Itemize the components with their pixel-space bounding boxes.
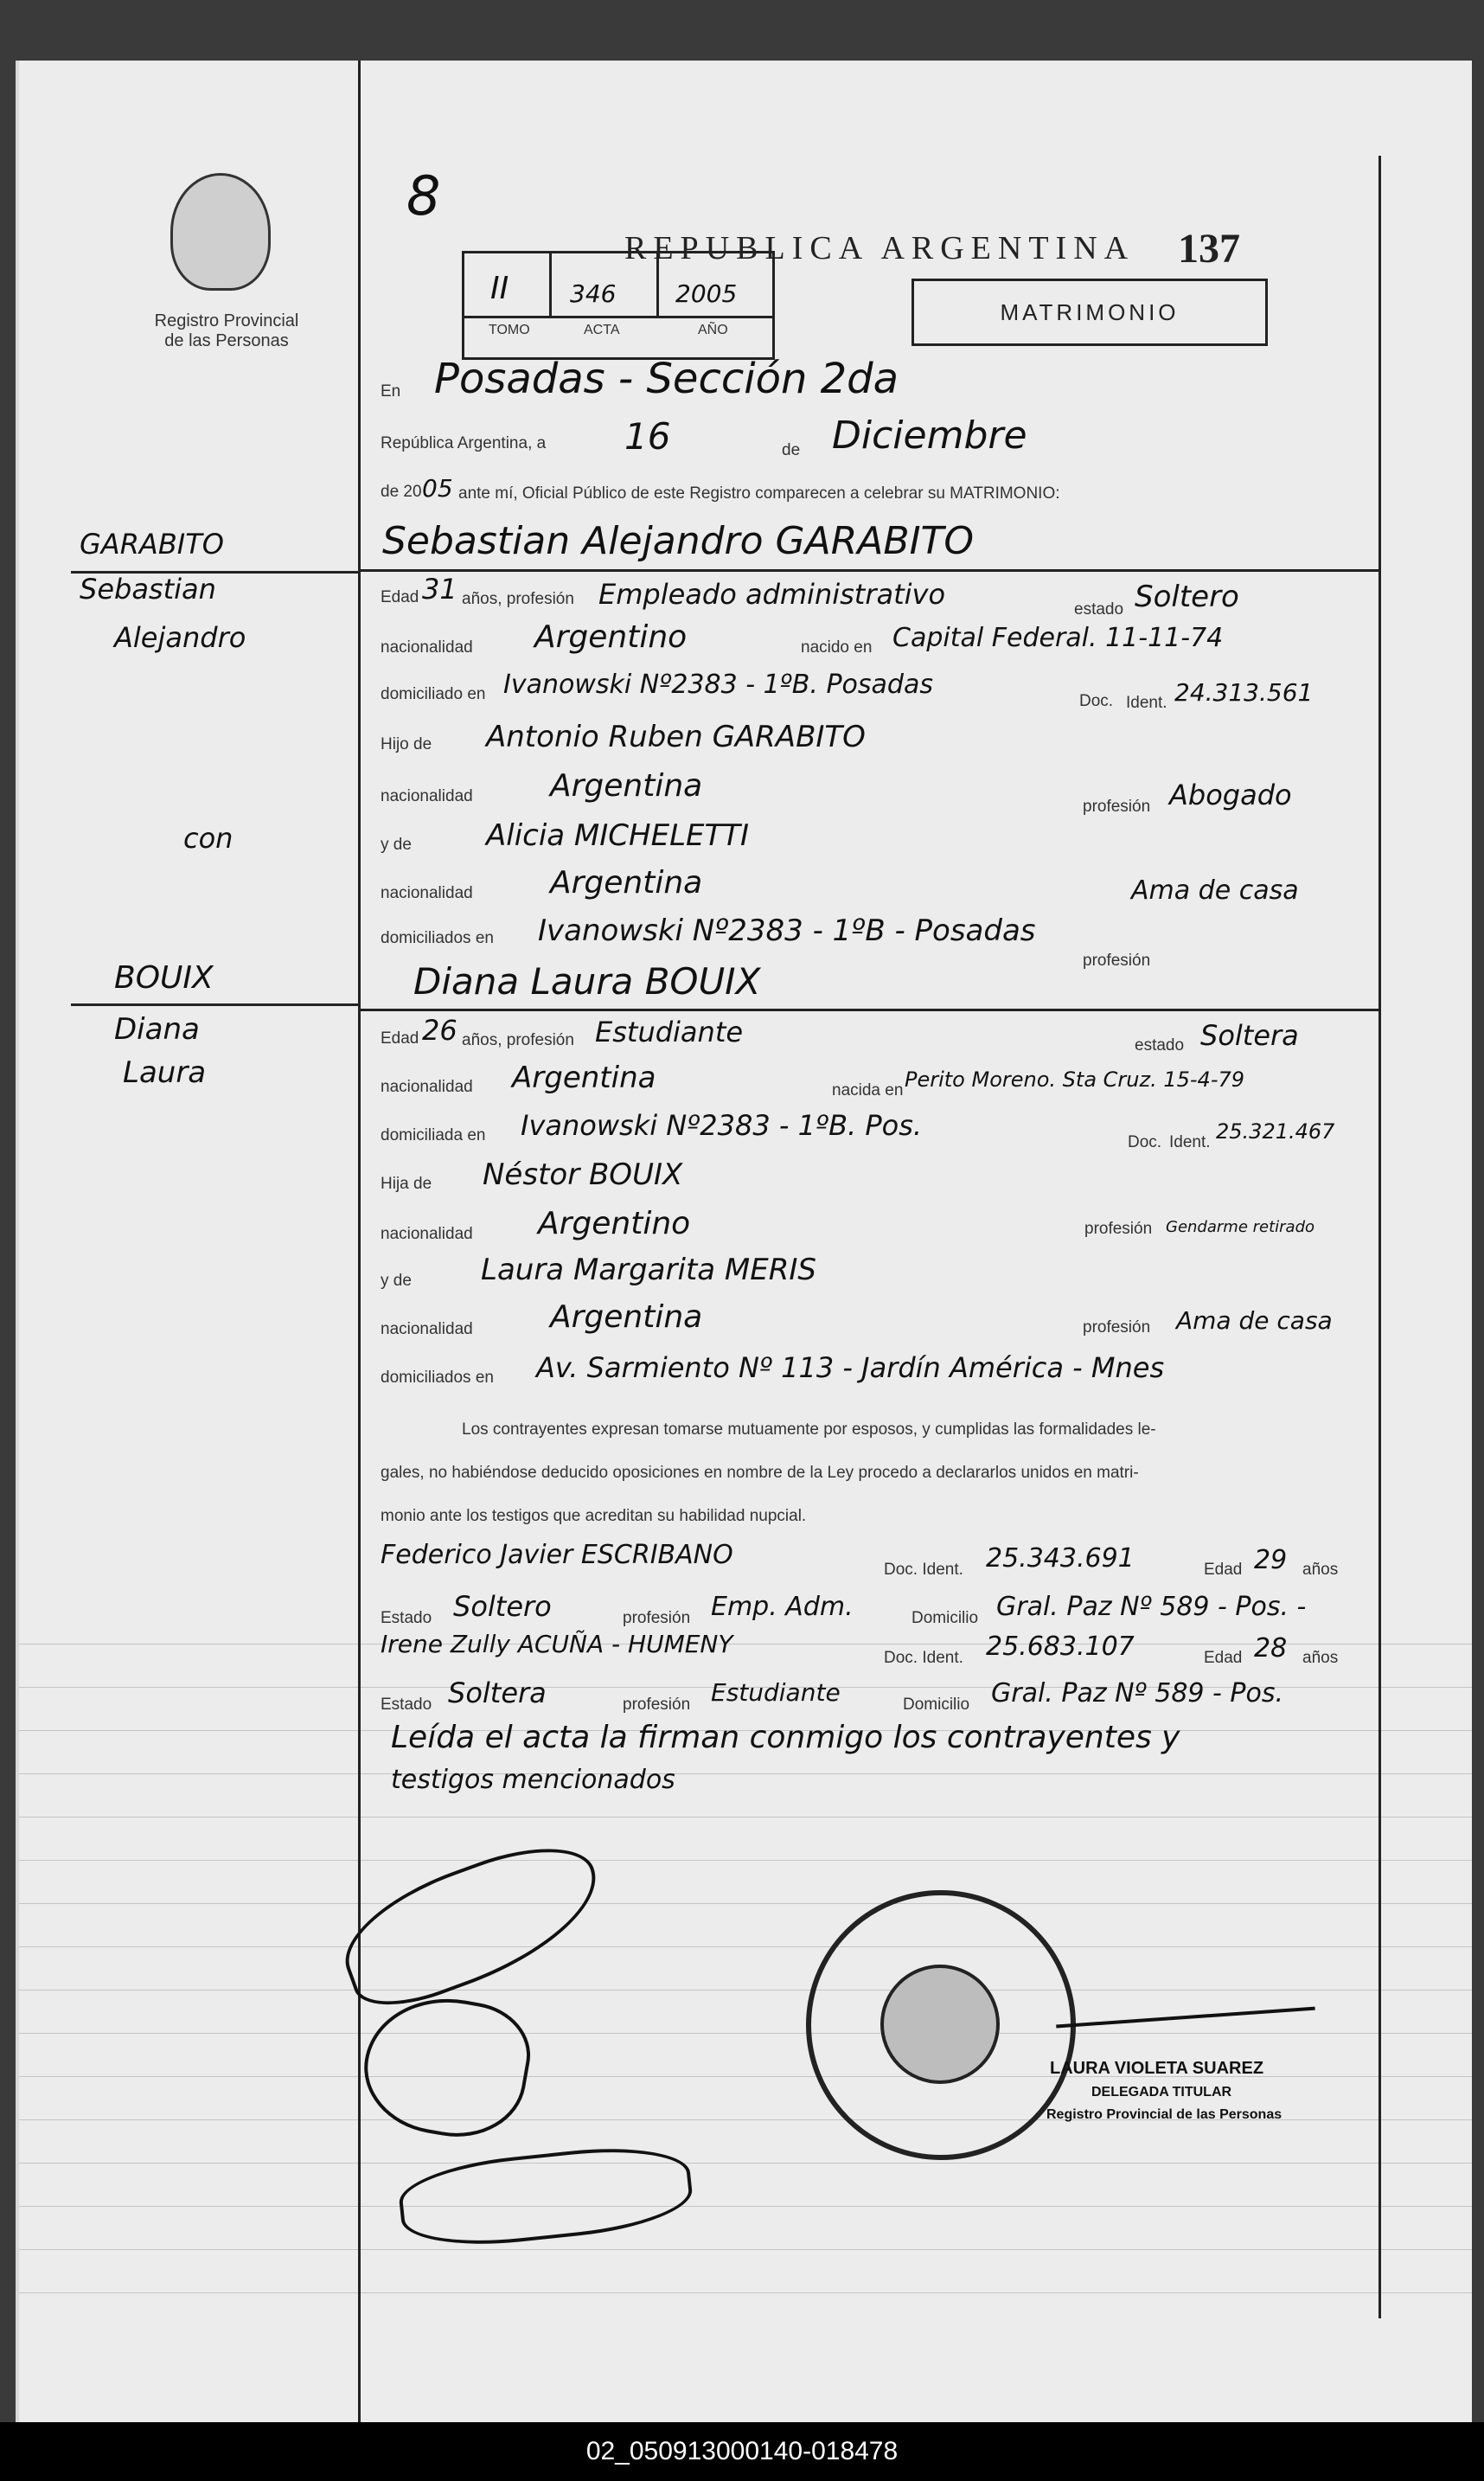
bride-father-nat: Argentino <box>538 1206 691 1241</box>
declaration-line-2: gales, no habiéndose deducido oposiciones en nombre de la Ley procedo a declararlos unidos en matri- <box>381 1464 1139 1482</box>
bride-estado-label: estado <box>1135 1036 1185 1055</box>
bride-address: Ivanowski Nº2383 - 1ºB. Pos. <box>521 1109 923 1142</box>
bride-mother-prof: Ama de casa <box>1176 1306 1333 1335</box>
year-suffix: 05 <box>422 474 453 503</box>
bride-profesion-label: años, profesión <box>462 1031 574 1049</box>
groom-father-prof-label: profesión <box>1083 798 1151 816</box>
document-type-box <box>912 279 1268 346</box>
witness-2-address: Gral. Paz Nº 589 - Pos. <box>991 1678 1284 1708</box>
groom-parents-addr-label: domiciliados en <box>381 929 494 947</box>
witness-1-status: Soltero <box>453 1590 552 1623</box>
month-value: Diciembre <box>832 414 1027 458</box>
bride-father-prof: Gendarme retirado <box>1166 1218 1315 1236</box>
witness-2-doc-label: Doc. Ident. <box>884 1649 963 1667</box>
witness-1-domicilio-label: Domicilio <box>912 1609 979 1627</box>
witness-1-anios-label: años <box>1302 1561 1339 1579</box>
bride-full-name: Diana Laura BOUIX <box>413 960 761 1003</box>
place-value: Posadas - Sección 2da <box>434 355 899 403</box>
signature-official <box>1056 2007 1317 2055</box>
official-office: Registro Provincial de las Personas <box>1046 2107 1283 2122</box>
witness-1-estado-label: Estado <box>381 1609 432 1627</box>
groom-yde-label: y de <box>381 836 412 854</box>
groom-mother-nat-label: nacionalidad <box>381 884 473 902</box>
official-role: DELEGADA TITULAR <box>1091 2085 1232 2100</box>
witness-2-anios-label: años <box>1302 1649 1339 1667</box>
witness-1-address: Gral. Paz Nº 589 - Pos. - <box>996 1592 1307 1622</box>
witness-1-doc: 25.343.691 <box>986 1543 1135 1574</box>
act-number: 137 <box>1178 226 1240 272</box>
witness-2-age: 28 <box>1254 1633 1288 1664</box>
bride-mother-nat-label: nacionalidad <box>381 1320 473 1338</box>
document-title: REPUBLICA ARGENTINA <box>624 230 1135 266</box>
margin-bride-name-1: Diana <box>114 1012 200 1047</box>
groom-hijo-label: Hijo de <box>381 735 432 753</box>
day-value: 16 <box>624 415 671 458</box>
record-box <box>462 251 775 360</box>
registry-line-2: de las Personas <box>164 331 289 350</box>
groom-mother: Alicia MICHELETTI <box>486 818 750 853</box>
witness-2-profession: Estudiante <box>711 1678 841 1707</box>
year-prefix: de 20 <box>381 483 422 501</box>
groom-nacionalidad-label: nacionalidad <box>381 638 473 657</box>
groom-father-prof: Abogado <box>1169 779 1292 811</box>
en-label: En <box>381 382 401 401</box>
witness-1-profession: Emp. Adm. <box>711 1592 854 1622</box>
witness-1-doc-label: Doc. Ident. <box>884 1561 963 1579</box>
groom-full-name: Sebastian Alejandro GARABITO <box>382 519 975 563</box>
witness-2-edad-label: Edad <box>1204 1649 1243 1667</box>
groom-profession: Empleado administrativo <box>598 578 946 611</box>
margin-con: con <box>183 822 233 855</box>
bride-father-nat-label: nacionalidad <box>381 1225 473 1243</box>
bride-father: Néstor BOUIX <box>483 1157 683 1192</box>
bride-parents-addr-label: domiciliados en <box>381 1369 494 1387</box>
bride-nacionalidad-label: nacionalidad <box>381 1078 473 1096</box>
bride-age: 26 <box>422 1014 457 1047</box>
anio-label: AÑO <box>698 323 728 337</box>
groom-father-nat-label: nacionalidad <box>381 787 473 805</box>
groom-address: Ivanowski Nº2383 - 1ºB. Posadas <box>503 670 933 700</box>
margin-groom-name-2: Alejandro <box>114 621 246 654</box>
groom-status: Soltero <box>1135 580 1239 614</box>
declaration-line-3: monio ante los testigos que acreditan su habilidad nupcial. <box>381 1507 807 1525</box>
signature-groom <box>328 1826 616 2022</box>
groom-mother-prof-label: profesión <box>1083 952 1151 970</box>
republica-label: República Argentina, a <box>381 434 547 452</box>
signature-witnesses <box>396 2139 695 2254</box>
groom-profesion-label: años, profesión <box>462 590 574 608</box>
bride-hija-label: Hija de <box>381 1175 432 1193</box>
province-emblem <box>170 173 271 291</box>
official-round-stamp <box>806 1890 1076 2160</box>
witness-2-status: Soltera <box>448 1676 547 1709</box>
groom-domicilio-label: domiciliado en <box>381 685 486 703</box>
right-margin-border <box>1378 156 1381 2318</box>
bride-doc-label: Doc. <box>1128 1133 1162 1151</box>
bride-yde-label: y de <box>381 1272 412 1290</box>
groom-birthplace: Capital Federal. 11-11-74 <box>892 623 1224 653</box>
intro-statement: ante mí, Oficial Público de este Registro comparecen a celebrar su MATRIMONIO: <box>458 484 1060 503</box>
closing-line-2: testigos mencionados <box>391 1765 675 1795</box>
bride-ident-label: Ident. <box>1169 1133 1211 1151</box>
acta-value: 346 <box>570 279 617 308</box>
signature-bride <box>355 1985 539 2148</box>
witness-2-profesion-label: profesión <box>623 1696 691 1714</box>
groom-mother-nat: Argentina <box>550 865 703 901</box>
groom-ident-label: Ident. <box>1126 694 1167 712</box>
groom-mother-prof: Ama de casa <box>1131 875 1299 906</box>
groom-nationality: Argentino <box>534 619 688 655</box>
bride-profession: Estudiante <box>595 1016 744 1048</box>
groom-father-nat: Argentina <box>550 768 703 804</box>
bride-nacida-label: nacida en <box>832 1081 904 1099</box>
witness-1-profesion-label: profesión <box>623 1609 691 1627</box>
document-type: MATRIMONIO <box>1000 299 1180 325</box>
bride-parents-address: Av. Sarmiento Nº 113 - Jardín América - Mnes <box>536 1351 1165 1384</box>
witness-1-name: Federico Javier ESCRIBANO <box>381 1540 733 1570</box>
bride-mother-nat: Argentina <box>550 1299 703 1335</box>
groom-nacido-label: nacido en <box>801 638 873 657</box>
margin-groom-surname: GARABITO <box>80 528 224 561</box>
closing-line-1: Leída el acta la firman conmigo los contrayentes y <box>391 1720 1180 1755</box>
witness-2-domicilio-label: Domicilio <box>903 1696 970 1714</box>
acta-label: ACTA <box>584 323 620 337</box>
de-label: de <box>782 441 801 459</box>
official-name: LAURA VIOLETA SUAREZ <box>1050 2059 1264 2078</box>
witness-2-name: Irene Zully ACUÑA - HUMENY <box>381 1630 733 1658</box>
bride-doc: 25.321.467 <box>1216 1119 1335 1144</box>
groom-age: 31 <box>422 573 457 606</box>
tomo-label: TOMO <box>489 323 530 337</box>
margin-bride-name-2: Laura <box>123 1055 207 1090</box>
left-margin-border <box>358 61 361 2422</box>
certificate-page <box>16 61 1472 2422</box>
anio-value: 2005 <box>675 279 738 308</box>
groom-doc-label: Doc. <box>1079 692 1114 710</box>
witness-2-doc: 25.683.107 <box>986 1632 1135 1662</box>
tomo-value: II <box>490 271 509 306</box>
groom-doc: 24.313.561 <box>1174 678 1314 707</box>
bride-father-prof-label: profesión <box>1084 1220 1153 1238</box>
bride-mother-prof-label: profesión <box>1083 1318 1151 1337</box>
bride-birthplace: Perito Moreno. Sta Cruz. 15-4-79 <box>905 1067 1245 1092</box>
margin-groom-name-1: Sebastian <box>80 573 216 606</box>
registry-label <box>144 311 309 351</box>
bride-nationality: Argentina <box>512 1061 656 1095</box>
bride-status: Soltera <box>1200 1019 1299 1052</box>
groom-parents-address: Ivanowski Nº2383 - 1ºB - Posadas <box>538 914 1036 948</box>
groom-estado-label: estado <box>1074 600 1124 619</box>
corner-mark: 8 <box>406 164 441 228</box>
groom-edad-label: Edad <box>381 588 419 606</box>
registry-line-1: Registro Provincial <box>154 311 299 330</box>
declaration-line-1: Los contrayentes expresan tomarse mutuamente por esposos, y cumplidas las formalidades le- <box>462 1420 1156 1439</box>
witness-2-estado-label: Estado <box>381 1696 432 1714</box>
bride-edad-label: Edad <box>381 1029 419 1048</box>
bride-domicilio-label: domiciliada en <box>381 1126 486 1144</box>
groom-father: Antonio Ruben GARABITO <box>486 720 866 754</box>
bride-mother: Laura Margarita MERIS <box>481 1253 816 1287</box>
margin-bride-surname: BOUIX <box>114 960 214 996</box>
witness-1-edad-label: Edad <box>1204 1561 1243 1579</box>
witness-1-age: 29 <box>1254 1545 1288 1575</box>
image-caption: 02_050913000140-018478 <box>0 2422 1484 2481</box>
